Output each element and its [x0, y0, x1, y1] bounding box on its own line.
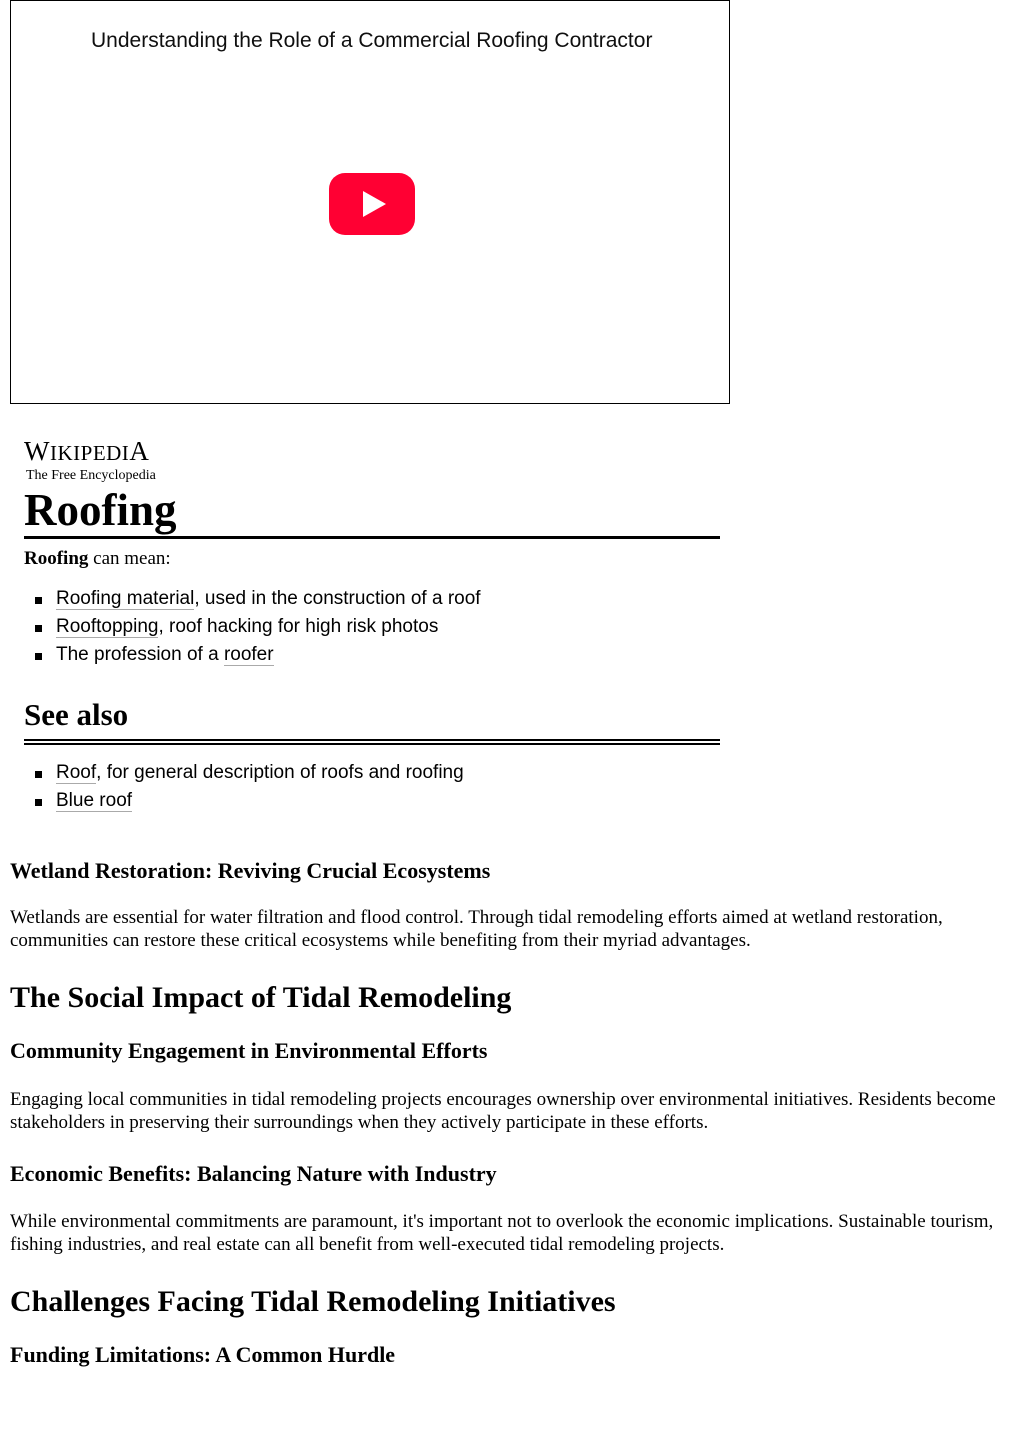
heading-economic: Economic Benefits: Balancing Nature with Industry	[10, 1161, 497, 1186]
link-roof[interactable]: Roof	[56, 762, 97, 783]
logo-letter-last: A	[129, 436, 150, 466]
video-title[interactable]: Understanding the Role of a Commercial Roofing Contractor	[91, 29, 653, 52]
wikipedia-section	[24, 436, 720, 815]
heading-challenges: Challenges Facing Tidal Remodeling Initiatives	[10, 1285, 616, 1318]
list-item	[56, 641, 720, 669]
link-roofer[interactable]: roofer	[223, 644, 274, 665]
heading-community: Community Engagement in Environmental Efforts	[10, 1038, 488, 1063]
play-button[interactable]	[329, 173, 415, 235]
heading-social-impact: The Social Impact of Tidal Remodeling	[10, 981, 512, 1014]
video-embed[interactable]	[10, 0, 730, 404]
list-item	[56, 787, 720, 815]
heading-funding: Funding Limitations: A Common Hurdle	[10, 1342, 396, 1367]
list-item	[56, 759, 720, 787]
link-rooftopping[interactable]: Rooftopping	[56, 616, 159, 637]
see-also-heading: See also	[24, 697, 720, 745]
paragraph-community: Engaging local communities in tidal remodeling projects encourages ownership over environmental initiatives. Residents become stakeholders in preserving their surroundings when they actively participate in these efforts.	[10, 1089, 996, 1133]
heading-wetland: Wetland Restoration: Reviving Crucial Ecosystems	[10, 858, 491, 883]
link-roofing-material[interactable]: Roofing material	[56, 588, 195, 609]
paragraph-economic: While environmental commitments are paramount, it's important not to overlook the economic implications. Sustainable tourism, fishing industries, and real estate can all benefit from well-executed tidal remodeling projects.	[10, 1211, 994, 1255]
intro-bold: Roofing	[24, 548, 89, 569]
list-item-text: , roof hacking for high risk photos	[158, 616, 439, 637]
link-blue-roof[interactable]: Blue roof	[56, 790, 133, 811]
paragraph-wetland: Wetlands are essential for water filtration and flood control. Through tidal remodeling efforts aimed at wetland restoration, communities can restore these critical ecosystems while benefiting from their myriad advantages.	[10, 907, 943, 951]
see-also-list	[24, 759, 720, 815]
intro-rest: can mean:	[88, 548, 171, 569]
list-item-text: , for general description of roofs and roofing	[96, 762, 464, 783]
page-title: Roofing	[24, 484, 720, 539]
meaning-list	[24, 585, 720, 669]
wikipedia-tagline: The Free Encyclopedia	[26, 468, 156, 483]
article-content	[10, 850, 1014, 1368]
wikipedia-logo[interactable]	[24, 436, 720, 468]
logo-letter-first: W	[24, 436, 50, 466]
list-item	[56, 613, 720, 641]
intro-text	[24, 547, 720, 571]
play-icon	[329, 173, 415, 235]
list-item-prefix: The profession of a	[56, 644, 224, 665]
list-item	[56, 585, 720, 613]
logo-letters-mid: IKIPEDI	[49, 441, 130, 465]
list-item-text: , used in the construction of a roof	[194, 588, 481, 609]
